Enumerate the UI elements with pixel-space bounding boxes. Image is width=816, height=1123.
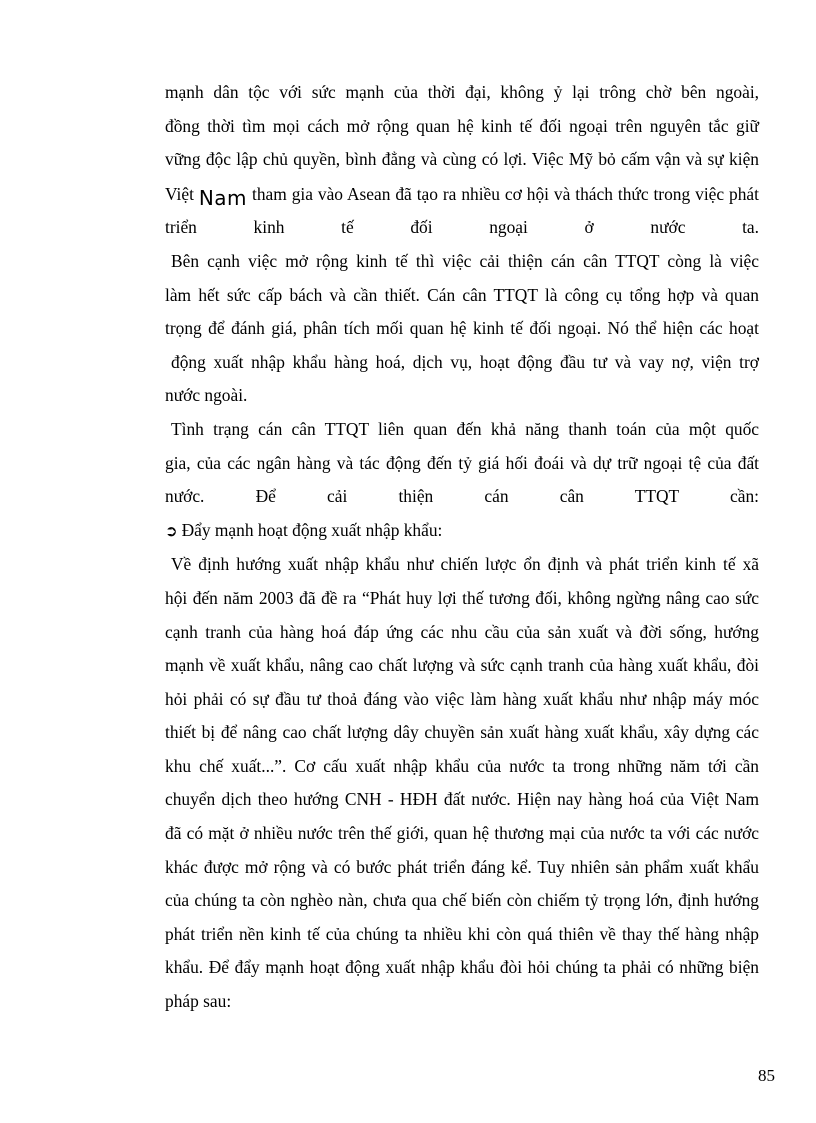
bullet-text: Đẩy mạnh hoạt động xuất nhập khẩu: <box>181 519 443 540</box>
text-line <box>165 177 759 212</box>
text-line: khẩu. Để đẩy mạnh hoạt động xuất nhập khẩu đòi hỏi chúng ta phải có những biện <box>165 957 759 978</box>
text-fragment: Nam <box>198 185 248 210</box>
paragraph <box>165 76 759 245</box>
text-line: triển kinh tế đối ngoại ở nước ta. <box>165 217 759 238</box>
text-line: của chúng ta còn nghèo nàn, chưa qua chế biến còn chiếm tỷ trọng lớn, định hướng <box>165 890 759 911</box>
text-line: đã có mặt ở nhiều nước trên thế giới, quan hệ thương mại của nước ta với các nước <box>165 823 759 844</box>
bullet-line <box>165 514 759 549</box>
text-line: nước. Để cải thiện cán cân TTQT cần: <box>165 486 759 507</box>
text-line: chuyển dịch theo hướng CNH - HĐH đất nước. Hiện nay hàng hoá của Việt Nam <box>165 789 759 810</box>
text-line: Tình trạng cán cân TTQT liên quan đến khả năng thanh toán của một quốc <box>171 418 759 439</box>
text-line: mạnh dân tộc với sức mạnh của thời đại, không ỷ lại trông chờ bên ngoài, <box>165 82 759 102</box>
document-body <box>165 76 759 1019</box>
text-line: động xuất nhập khẩu hàng hoá, dịch vụ, hoạt động đầu tư và vay nợ, viện trợ <box>171 351 759 372</box>
text-fragment: Việt <box>165 183 194 204</box>
text-line: pháp sau: <box>165 991 232 1012</box>
text-line: phát triển nền kinh tế của chúng ta nhiều khi còn quá thiên về thay thế hàng nhập <box>165 923 759 944</box>
text-line: cạnh tranh của hàng hoá đáp ứng các nhu cầu của sản xuất và đời sống, hướng <box>165 621 759 642</box>
text-line: làm hết sức cấp bách và cần thiết. Cán cân TTQT là công cụ tổng hợp và quan <box>165 284 759 305</box>
paragraph <box>165 245 759 413</box>
text-line: mạnh về xuất khẩu, nâng cao chất lượng và sức cạnh tranh của hàng xuất khẩu, đòi <box>165 655 759 676</box>
text-line: trọng để đánh giá, phân tích mối quan hệ kinh tế đối ngoại. Nó thể hiện các hoạt <box>165 318 759 339</box>
text-line: hỏi phải có sự đầu tư thoả đáng vào việc làm hàng xuất khẩu như nhập máy móc <box>165 688 759 709</box>
text-line: khác được mở rộng và có bước phát triển đáng kể. Tuy nhiên sản phẩm xuất khẩu <box>165 856 759 877</box>
page-number: 85 <box>758 1066 775 1085</box>
text-line: khu chế xuất...”. Cơ cấu xuất nhập khẩu của nước ta trong những năm tới cần <box>165 755 759 776</box>
bullet-heading <box>165 514 759 549</box>
text-line: hội đến năm 2003 đã đề ra “Phát huy lợi thế tương đối, không ngừng nâng cao sức <box>165 587 759 608</box>
paragraph <box>165 413 759 514</box>
text-fragment: tham gia vào Asean đã tạo ra nhiều cơ hội và thách thức trong việc phát <box>251 183 759 204</box>
text-line: nước ngoài. <box>165 385 248 406</box>
paragraph <box>165 548 759 1018</box>
text-line: thiết bị để nâng cao chất lượng dây chuyền sản xuất hàng xuất khẩu, xây dựng các <box>165 722 759 743</box>
text-line: đồng thời tìm mọi cách mở rộng quan hệ kinh tế đối ngoại trên nguyên tắc giữ <box>165 115 759 136</box>
text-line: vững độc lập chủ quyền, bình đẳng và cùng có lợi. Việc Mỹ bỏ cấm vận và sự kiện <box>165 149 759 170</box>
text-line: Bên cạnh việc mở rộng kinh tế thì việc cải thiện cán cân TTQT còng là việc <box>171 250 759 271</box>
curved-arrow-icon: ➲ <box>165 521 178 540</box>
text-line: gia, của các ngân hàng và tác động đến tỷ giá hối đoái và dự trữ ngoại tệ của đất <box>165 452 759 473</box>
text-line: Về định hướng xuất nhập khẩu như chiến lược ổn định và phát triển kinh tế xã <box>171 554 759 575</box>
